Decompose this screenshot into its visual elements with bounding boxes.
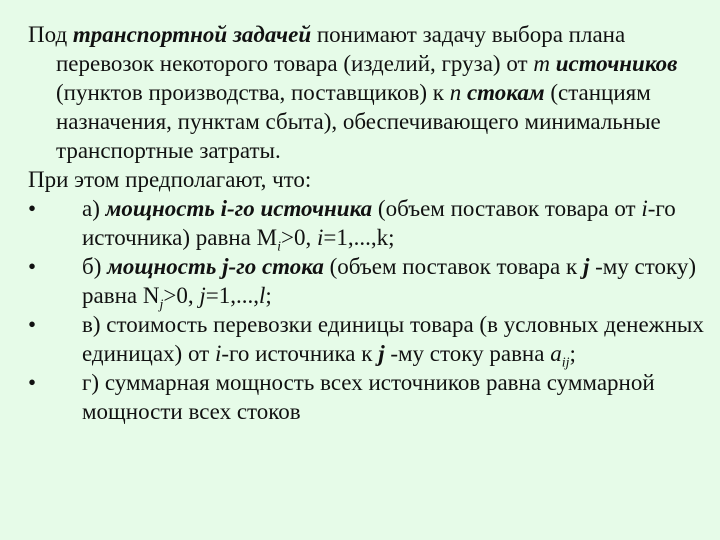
definition-paragraph — [28, 20, 708, 165]
text: -го источника к — [221, 341, 379, 366]
var-a: a — [550, 341, 562, 366]
bullet-icon: • — [28, 254, 37, 279]
term-source-capacity: мощность i-го источника — [105, 196, 373, 221]
term-transport-problem: транспортной задачей — [72, 22, 312, 47]
subscript: j — [159, 297, 164, 313]
var-i: i — [316, 225, 324, 250]
var-m: m — [533, 51, 550, 76]
text: -му стоку) равна N — [82, 254, 697, 308]
text: (объем поставок товара от — [372, 196, 642, 221]
text: -му стоку равна — [384, 341, 551, 366]
bullet-icon: • — [28, 312, 37, 337]
term-sinks: стокам — [466, 80, 545, 105]
text: а) — [82, 196, 106, 221]
list-item-a — [28, 194, 708, 255]
subscript: i — [277, 239, 281, 255]
text: в) стоимость перевозки единицы товара (в условных денежных единицах) от — [82, 312, 704, 366]
text: ; — [569, 341, 576, 366]
list-item-b — [28, 252, 708, 313]
text: понимают задачу выбора плана перевозок некоторого товара (изделий, груза) от — [56, 22, 626, 76]
slide-body — [28, 20, 708, 426]
text: =1,..., — [205, 283, 259, 308]
text: (пунктов производства, поставщиков) к — [56, 80, 450, 105]
text: б) — [82, 254, 108, 279]
text: =1,...,k; — [323, 225, 395, 250]
var-i: i — [641, 196, 648, 221]
var-i: i — [214, 341, 222, 366]
list-item-d — [28, 368, 708, 426]
var-j: j — [582, 254, 590, 279]
text: г) суммарная мощность всех источников равна суммарной мощности всех стоков — [82, 370, 655, 424]
bullet-icon: • — [28, 370, 37, 395]
var-n: n — [449, 80, 462, 105]
assumption-heading: При этом предполагают, что: — [28, 167, 312, 192]
var-j: j — [199, 283, 206, 308]
term-sources: источников — [555, 51, 678, 76]
list-item-c — [28, 310, 708, 371]
text: >0, — [280, 225, 317, 250]
var-j: j — [378, 341, 385, 366]
text: ; — [265, 283, 272, 308]
text: -го источника) равна M — [82, 196, 676, 250]
term-sink-capacity: мощность j-го стока — [107, 254, 324, 279]
text: (объем поставок товара к — [323, 254, 583, 279]
subscript: ij — [561, 355, 570, 371]
var-l: l — [258, 283, 266, 308]
bullet-icon: • — [28, 196, 37, 221]
text: Под — [28, 22, 73, 47]
text: >0, — [163, 283, 200, 308]
text: (станциям назначения, пунктам сбыта), обеспечивающего минимальные транспортные затраты. — [56, 80, 661, 163]
